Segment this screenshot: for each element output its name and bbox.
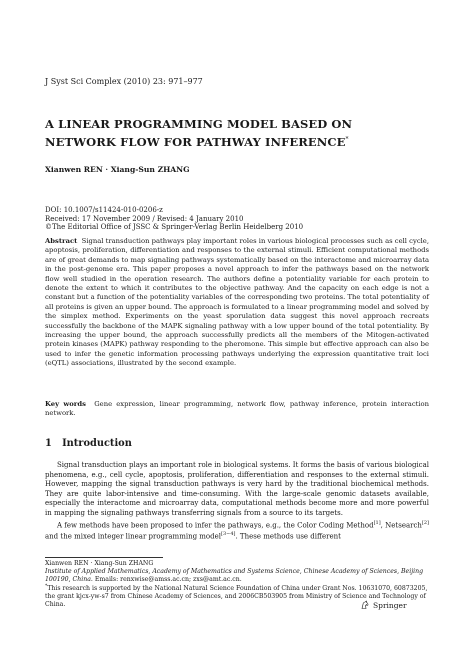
abstract-text: Signal transduction pathways play important roles in various biological processes such as cell cycle, apoptosis, proliferation, differentiation and responses to the external stimuli. Efficient computational methods are of great demands to map signaling pathways systematically based on the interactome and microarray data in the post-genome era. This paper proposes a novel approach to infer the pathways based on the network flow well studied in the operation research. The authors define a potentiality variable for each protein to denote the extent to which it contributes to the objective pathway. And the capacity on each edge is not a constant but a function of the potentiality variables of the corresponding two proteins. The total potentiality of all proteins is given an upper bound. The approach is formulated to a linear programming model and solved by the simplex method. Experiments on the yeast sporulation data suggest this novel approach recreats successfully the backbone of the MAPK signaling pathway with a low upper bound of the total potentiality. By increasing the upper bound, the approach successfully predicts all the members of the Mitogen-activated protein kinases (MAPK) pathway responding to the pheromone. This simple but effective approach can also be used to infer the genetic information processing pathways underlying the expression quantitative trait loci (eQTL) associations, illustrated by the second example. bbox=[45, 237, 429, 368]
abstract bbox=[45, 237, 429, 369]
title-line-1: A LINEAR PROGRAMMING MODEL BASED ON bbox=[45, 117, 353, 131]
article-meta bbox=[45, 206, 303, 232]
doi: DOI: 10.1007/s11424-010-0206-z bbox=[45, 206, 163, 214]
footnote-authors: Xianwen REN · Xiang-Sun ZHANG bbox=[45, 560, 154, 567]
title-line-2-text: NETWORK FLOW FOR PATHWAY INFERENCE bbox=[45, 134, 346, 149]
footnote-divider bbox=[45, 557, 163, 558]
section-number: 1 bbox=[45, 438, 52, 449]
citation-1: [1] bbox=[373, 519, 381, 526]
publisher-logo bbox=[360, 600, 407, 610]
horse-icon bbox=[360, 600, 370, 610]
footnote-affiliation bbox=[45, 568, 429, 584]
paragraph-2 bbox=[45, 519, 429, 543]
keywords-text: Gene expression, linear programming, network flow, pathway inference, protein interaction network. bbox=[45, 400, 429, 418]
author-emails: Emails: renxwise@amss.ac.cn; zxs@amt.ac.cn. bbox=[92, 575, 242, 583]
received-revised: Received: 17 November 2009 / Revised: 4 January 2010 bbox=[45, 214, 244, 223]
paragraph-1: Signal transduction plays an important role in biological systems. It forms the basis of various biological phenomena, e.g., cell cycle, apoptosis, proliferation, differentiation and responses to the external stimuli. However, mapping the signal transduction pathways is very hard by the traditional biochemical methods. They are quite labor-intensive and time-consuming. With the large-scale genomic datasets available, especially the interactome and microarray data, computational methods become more and more powerful in mapping the signaling pathways transferring signals from a source to its targets. bbox=[45, 461, 429, 517]
introduction-body bbox=[45, 461, 429, 542]
abstract-label: Abstract bbox=[45, 237, 78, 245]
keywords-label: Key words bbox=[45, 400, 86, 408]
publisher-name: Springer bbox=[373, 600, 407, 610]
title-line-2 bbox=[45, 132, 445, 150]
funding-footnote-mark: * bbox=[45, 584, 48, 590]
para2-part-a: A few methods have been proposed to infer the pathways, e.g., the Color Coding Method bbox=[57, 520, 374, 529]
paper-title bbox=[45, 117, 445, 150]
para2-part-d: . These methods use different bbox=[235, 532, 341, 541]
funding-text: This research is supported by the National Natural Science Foundation of China under Grant Nos. 10631070, 60873205, the grant kjcx-yw-s7 from Chinese Academy of Sciences, and 2006CB503905 from Ministry of Science and Technology of China. bbox=[45, 585, 428, 609]
journal-citation: J Syst Sci Complex (2010) 23: 971–977 bbox=[45, 77, 203, 86]
affiliation-text: Institute of Applied Mathematics, Academy of Mathematics and Systems Science, Chinese Academy of Sciences, Beijing 100190, China. bbox=[45, 567, 424, 583]
title-footnote-mark: * bbox=[345, 136, 349, 143]
citation-2: [2] bbox=[421, 519, 429, 526]
author-list: Xianwen REN · Xiang-Sun ZHANG bbox=[45, 165, 190, 174]
copyright: ©The Editorial Office of JSSC & Springer-Verlag Berlin Heidelberg 2010 bbox=[45, 223, 304, 232]
keywords bbox=[45, 400, 429, 419]
para2-part-c: and the mixed integer linear programming model bbox=[45, 532, 222, 541]
section-heading bbox=[45, 438, 132, 449]
para2-part-b: , Netsearch bbox=[380, 520, 422, 529]
citation-3-4: [3−4] bbox=[221, 531, 236, 538]
section-title: Introduction bbox=[62, 438, 132, 449]
